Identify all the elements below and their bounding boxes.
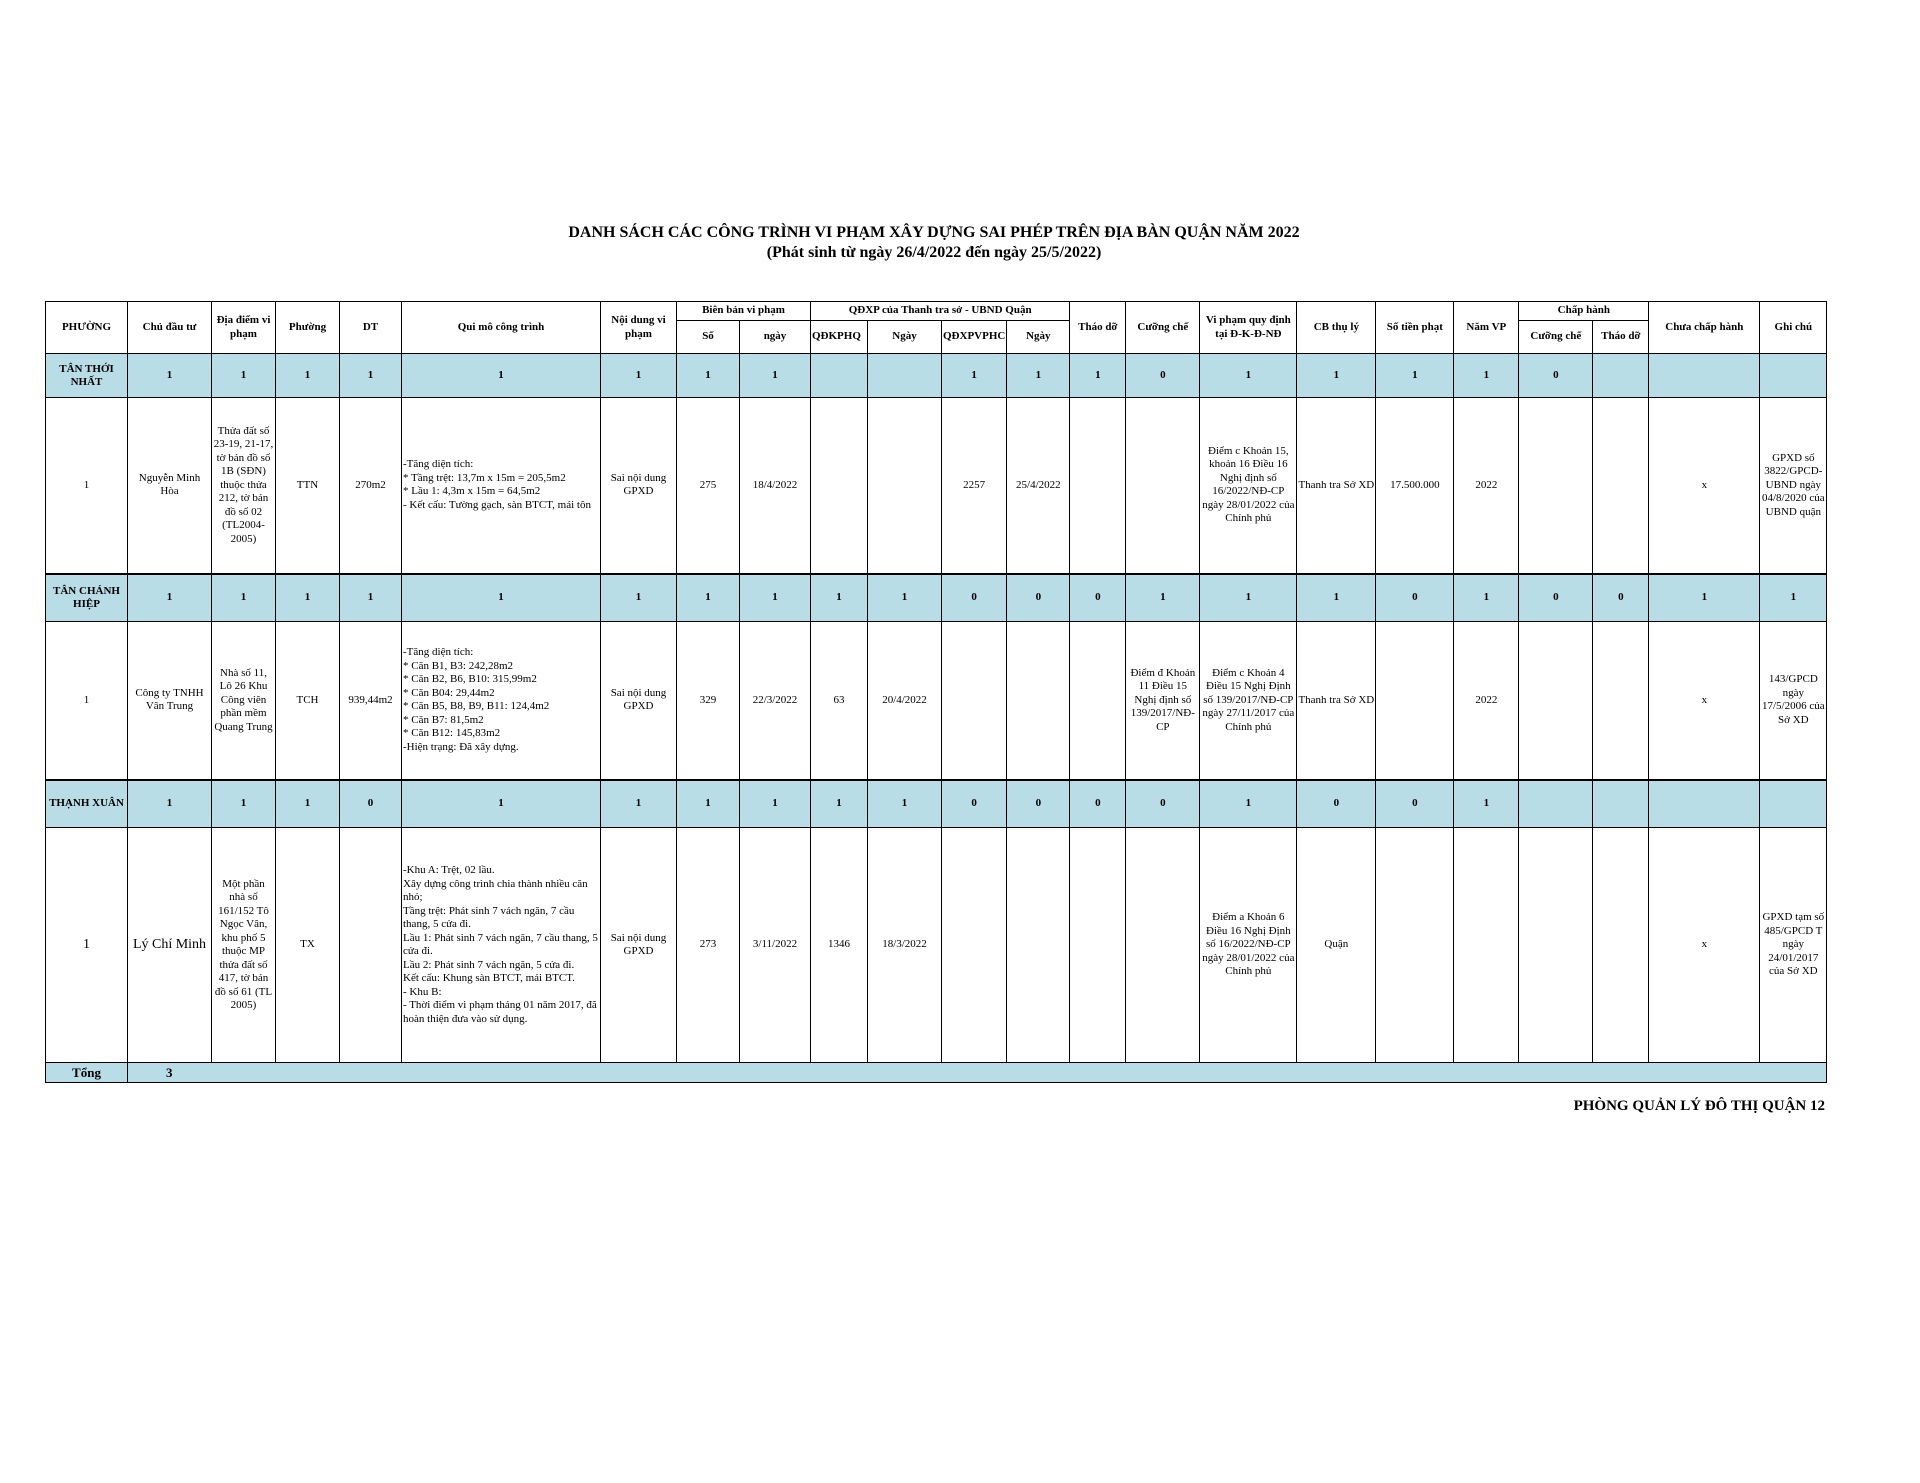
row-qdxpvphc	[942, 828, 1007, 1063]
row-cuong-che	[1126, 828, 1200, 1063]
group-summary-row	[46, 574, 1827, 622]
header-phuong-group: PHƯỜNG	[46, 302, 128, 354]
summary-cell: 1	[1297, 574, 1376, 622]
document-subtitle: (Phát sinh từ ngày 26/4/2022 đến ngày 25/5/2022)	[766, 244, 1102, 261]
header-chua-chap-hanh: Chưa chấp hành	[1649, 302, 1760, 354]
total-value: 3	[128, 1063, 1827, 1083]
row-chu-dau-tu: Lý Chí Minh	[128, 828, 212, 1063]
summary-cell: 0	[1070, 780, 1126, 828]
summary-cell: 0	[1297, 780, 1376, 828]
row-cb-thu-ly: Thanh tra Sở XD	[1297, 622, 1376, 780]
violation-table	[45, 301, 1827, 1083]
header-phuong: Phường	[276, 302, 340, 354]
summary-cell	[1593, 354, 1649, 398]
row-qdkphq: 1346	[811, 828, 868, 1063]
row-qui-mo: -Khu A: Trệt, 02 lầu. Xây dựng công trình chia thành nhiều căn nhỏ; Tầng trệt: Phát sinh 7 vách ngăn, 7 cầu thang, 5 cửa đi. Lầu 1: Phát sinh 7 vách ngăn, 7 cầu thang, 5 cửa đi. Lầu 2: Phát sinh 7 vách ngăn, 5 cửa đi. Kết cấu: Khung sàn BTCT, mái BTCT. - Khu B: - Thời điểm vi phạm tháng 01 năm 2017, đã hoàn thiện đưa vào sử dụng.	[402, 828, 601, 1063]
row-ghi-chu: GPXD số 3822/GPCD-UBND ngày 04/8/2020 của UBND quận	[1760, 398, 1827, 574]
summary-cell: 1	[811, 780, 868, 828]
total-row	[46, 1063, 1827, 1083]
row-ngay-qdkphq: 18/3/2022	[868, 828, 942, 1063]
header-noi-dung: Nội dung vi phạm	[601, 302, 677, 354]
row-so-tien-phat: 17.500.000	[1376, 398, 1454, 574]
summary-cell: 0	[1126, 780, 1200, 828]
row-ngay-qdxpvphc	[1007, 828, 1070, 1063]
summary-cell	[1649, 780, 1760, 828]
header-ghi-chu: Ghi chú	[1760, 302, 1827, 354]
header-ngay-qdxpvphc: Ngày	[1007, 321, 1070, 354]
row-chua-chap-hanh: x	[1649, 828, 1760, 1063]
row-chu-dau-tu: Nguyễn Minh Hòa	[128, 398, 212, 574]
header-bien-ban: Biên bản vi phạm	[677, 302, 811, 321]
row-dt: 270m2	[340, 398, 402, 574]
row-nam-vp	[1454, 828, 1519, 1063]
summary-cell: 0	[1070, 574, 1126, 622]
row-qui-mo: -Tăng diện tích: * Căn B1, B3: 242,28m2 * Căn B2, B6, B10: 315,99m2 * Căn B04: 29,44m2 * Căn B5, B8, B9, B11: 124,4m2 * Căn B7: 81,5m2 * Căn B12: 145,83m2 -Hiện trạng: Đã xây dựng.	[402, 622, 601, 780]
summary-cell: 1	[740, 574, 811, 622]
summary-cell: 1	[1376, 354, 1454, 398]
header-chap-hanh-thao-do: Tháo dỡ	[1593, 321, 1649, 354]
row-ngay: 22/3/2022	[740, 622, 811, 780]
row-cb-thu-ly: Thanh tra Sở XD	[1297, 398, 1376, 574]
summary-cell: 1	[868, 780, 942, 828]
summary-cell: 1	[340, 354, 402, 398]
header-nam-vp: Năm VP	[1454, 302, 1519, 354]
row-qdkphq	[811, 398, 868, 574]
header-vi-pham-quy-dinh: Vi phạm quy định tại Đ-K-Đ-NĐ	[1200, 302, 1297, 354]
row-ghi-chu: 143/GPCD ngày 17/5/2006 của Sở XD	[1760, 622, 1827, 780]
table-row	[46, 622, 1827, 780]
summary-cell: 0	[340, 780, 402, 828]
header-ngay: ngày	[740, 321, 811, 354]
row-so: 329	[677, 622, 740, 780]
summary-cell: 0	[1519, 354, 1593, 398]
row-phuong: TCH	[276, 622, 340, 780]
row-noi-dung: Sai nội dung GPXD	[601, 622, 677, 780]
row-ch-cuong-che	[1519, 622, 1593, 780]
summary-cell: 0	[1519, 574, 1593, 622]
summary-cell: 1	[1007, 354, 1070, 398]
summary-cell: 1	[276, 574, 340, 622]
header-cuong-che: Cưỡng chế	[1126, 302, 1200, 354]
row-phuong: TTN	[276, 398, 340, 574]
summary-cell: 1	[601, 574, 677, 622]
row-nam-vp: 2022	[1454, 398, 1519, 574]
summary-cell: 1	[1649, 574, 1760, 622]
row-vi-pham: Điểm c Khoản 4 Điều 15 Nghị Định số 139/2017/NĐ-CP ngày 27/11/2017 của Chính phủ	[1200, 622, 1297, 780]
footer-signature: PHÒNG QUẢN LÝ ĐÔ THỊ QUẬN 12	[1573, 1098, 1825, 1114]
row-dt	[340, 828, 402, 1063]
summary-cell: 0	[1007, 780, 1070, 828]
summary-cell: 1	[276, 780, 340, 828]
row-thao-do	[1070, 622, 1126, 780]
header-chap-hanh: Chấp hành	[1519, 302, 1649, 321]
row-chua-chap-hanh: x	[1649, 622, 1760, 780]
summary-cell	[868, 354, 942, 398]
header-qui-mo: Qui mô công trình	[402, 302, 601, 354]
summary-cell: 1	[1200, 574, 1297, 622]
summary-cell: 1	[340, 574, 402, 622]
row-stt: 1	[46, 398, 128, 574]
summary-cell: 1	[212, 574, 276, 622]
summary-cell: 1	[212, 354, 276, 398]
summary-cell: 1	[212, 780, 276, 828]
document-title: DANH SÁCH CÁC CÔNG TRÌNH VI PHẠM XÂY DỰNG SAI PHÉP TRÊN ĐỊA BÀN QUẬN NĂM 2022	[568, 224, 1300, 241]
row-ch-cuong-che	[1519, 398, 1593, 574]
summary-cell: 0	[1376, 780, 1454, 828]
row-qdxpvphc	[942, 622, 1007, 780]
summary-cell: 1	[677, 354, 740, 398]
row-chu-dau-tu: Công ty TNHH Vân Trung	[128, 622, 212, 780]
row-vi-pham: Điểm a Khoản 6 Điều 16 Nghị Định số 16/2022/NĐ-CP ngày 28/01/2022 của Chính phủ	[1200, 828, 1297, 1063]
summary-cell: 1	[811, 574, 868, 622]
summary-cell: 1	[1297, 354, 1376, 398]
row-dia-diem: Nhà số 11, Lô 26 Khu Công viên phần mềm Quang Trung	[212, 622, 276, 780]
header-so: Số	[677, 321, 740, 354]
summary-cell: 1	[601, 354, 677, 398]
row-vi-pham: Điểm c Khoản 15, khoản 16 Điều 16 Nghị định số 16/2022/NĐ-CP ngày 28/01/2022 của Chính phủ	[1200, 398, 1297, 574]
summary-cell: 1	[128, 574, 212, 622]
summary-cell: 0	[942, 780, 1007, 828]
row-ngay-qdkphq: 20/4/2022	[868, 622, 942, 780]
row-cb-thu-ly: Quận	[1297, 828, 1376, 1063]
summary-cell: 1	[1200, 354, 1297, 398]
row-nam-vp: 2022	[1454, 622, 1519, 780]
row-noi-dung: Sai nội dung GPXD	[601, 398, 677, 574]
summary-cell: 0	[1376, 574, 1454, 622]
row-so: 275	[677, 398, 740, 574]
row-so-tien-phat	[1376, 828, 1454, 1063]
summary-cell: 1	[1126, 574, 1200, 622]
summary-cell: 1	[1070, 354, 1126, 398]
row-thao-do	[1070, 828, 1126, 1063]
header-qdxpvphc: QĐXPVPHC	[942, 321, 1007, 354]
row-dt: 939,44m2	[340, 622, 402, 780]
header-dia-diem: Địa điểm vi phạm	[212, 302, 276, 354]
summary-cell: 1	[1454, 780, 1519, 828]
row-qdkphq: 63	[811, 622, 868, 780]
summary-cell	[1760, 354, 1827, 398]
group-summary-row	[46, 354, 1827, 398]
row-qui-mo: -Tăng diện tích: * Tầng trệt: 13,7m x 15m = 205,5m2 * Lầu 1: 4,3m x 15m = 64,5m2 - Kết cấu: Tường gạch, sàn BTCT, mái tôn	[402, 398, 601, 574]
header-so-tien-phat: Số tiền phạt	[1376, 302, 1454, 354]
row-stt: 1	[46, 622, 128, 780]
summary-cell: 0	[1126, 354, 1200, 398]
row-ngay-qdxpvphc	[1007, 622, 1070, 780]
table-row	[46, 828, 1827, 1063]
summary-cell: 1	[1454, 574, 1519, 622]
summary-cell: 1	[1760, 574, 1827, 622]
summary-cell: 1	[402, 354, 601, 398]
row-ngay: 3/11/2022	[740, 828, 811, 1063]
summary-cell	[1519, 780, 1593, 828]
summary-cell: 1	[128, 354, 212, 398]
row-ch-thao-do	[1593, 828, 1649, 1063]
row-so-tien-phat	[1376, 622, 1454, 780]
summary-cell: 1	[601, 780, 677, 828]
header-dt: DT	[340, 302, 402, 354]
row-ch-thao-do	[1593, 622, 1649, 780]
summary-cell: 1	[1200, 780, 1297, 828]
summary-cell: 1	[128, 780, 212, 828]
row-ghi-chu: GPXD tạm số 485/GPCD T ngày 24/01/2017 của Sở XD	[1760, 828, 1827, 1063]
header-chu-dau-tu: Chủ đầu tư	[128, 302, 212, 354]
header-qdxp: QĐXP của Thanh tra sở - UBND Quận	[811, 302, 1070, 321]
row-noi-dung: Sai nội dung GPXD	[601, 828, 677, 1063]
row-ch-thao-do	[1593, 398, 1649, 574]
header-chap-hanh-cuong-che: Cưỡng chế	[1519, 321, 1593, 354]
row-ngay-qdxpvphc: 25/4/2022	[1007, 398, 1070, 574]
table-row	[46, 398, 1827, 574]
summary-cell	[1593, 780, 1649, 828]
group-name: TÂN CHÁNH HIỆP	[46, 574, 128, 622]
row-so: 273	[677, 828, 740, 1063]
summary-cell	[811, 354, 868, 398]
summary-cell: 0	[942, 574, 1007, 622]
row-cuong-che	[1126, 398, 1200, 574]
row-ngay-qdkphq	[868, 398, 942, 574]
header-qdkphq: QĐKPHQ	[811, 321, 868, 354]
row-phuong: TX	[276, 828, 340, 1063]
summary-cell: 1	[740, 780, 811, 828]
row-dia-diem: Một phần nhà số 161/152 Tô Ngọc Vân, khu phố 5 thuộc MP thửa đất số 417, tờ bản đồ số 61 (TL 2005)	[212, 828, 276, 1063]
row-qdxpvphc: 2257	[942, 398, 1007, 574]
row-chua-chap-hanh: x	[1649, 398, 1760, 574]
header-ngay-qdkphq: Ngày	[868, 321, 942, 354]
summary-cell: 1	[677, 780, 740, 828]
header-row-1	[46, 302, 1827, 321]
group-summary-row	[46, 780, 1827, 828]
group-name: TÂN THỚI NHẤT	[46, 354, 128, 398]
summary-cell	[1760, 780, 1827, 828]
summary-cell	[1649, 354, 1760, 398]
summary-cell: 1	[276, 354, 340, 398]
summary-cell: 1	[402, 780, 601, 828]
row-ch-cuong-che	[1519, 828, 1593, 1063]
summary-cell: 1	[740, 354, 811, 398]
summary-cell: 1	[677, 574, 740, 622]
row-ngay: 18/4/2022	[740, 398, 811, 574]
summary-cell: 1	[868, 574, 942, 622]
document-title-block	[0, 223, 1868, 263]
header-cb-thu-ly: CB thụ lý	[1297, 302, 1376, 354]
row-dia-diem: Thửa đất số 23-19, 21-17, tờ bản đồ số 1B (SĐN) thuộc thửa 212, tờ bản đồ số 02 (TL2004-2005)	[212, 398, 276, 574]
summary-cell: 1	[402, 574, 601, 622]
group-name: THẠNH XUÂN	[46, 780, 128, 828]
total-label: Tổng	[46, 1063, 128, 1083]
summary-cell: 1	[942, 354, 1007, 398]
summary-cell: 1	[1454, 354, 1519, 398]
row-stt: 1	[46, 828, 128, 1063]
summary-cell: 0	[1593, 574, 1649, 622]
header-thao-do: Tháo dỡ	[1070, 302, 1126, 354]
row-thao-do	[1070, 398, 1126, 574]
row-cuong-che: Điểm đ Khoản 11 Điều 15 Nghị định số 139/2017/NĐ-CP	[1126, 622, 1200, 780]
summary-cell: 0	[1007, 574, 1070, 622]
